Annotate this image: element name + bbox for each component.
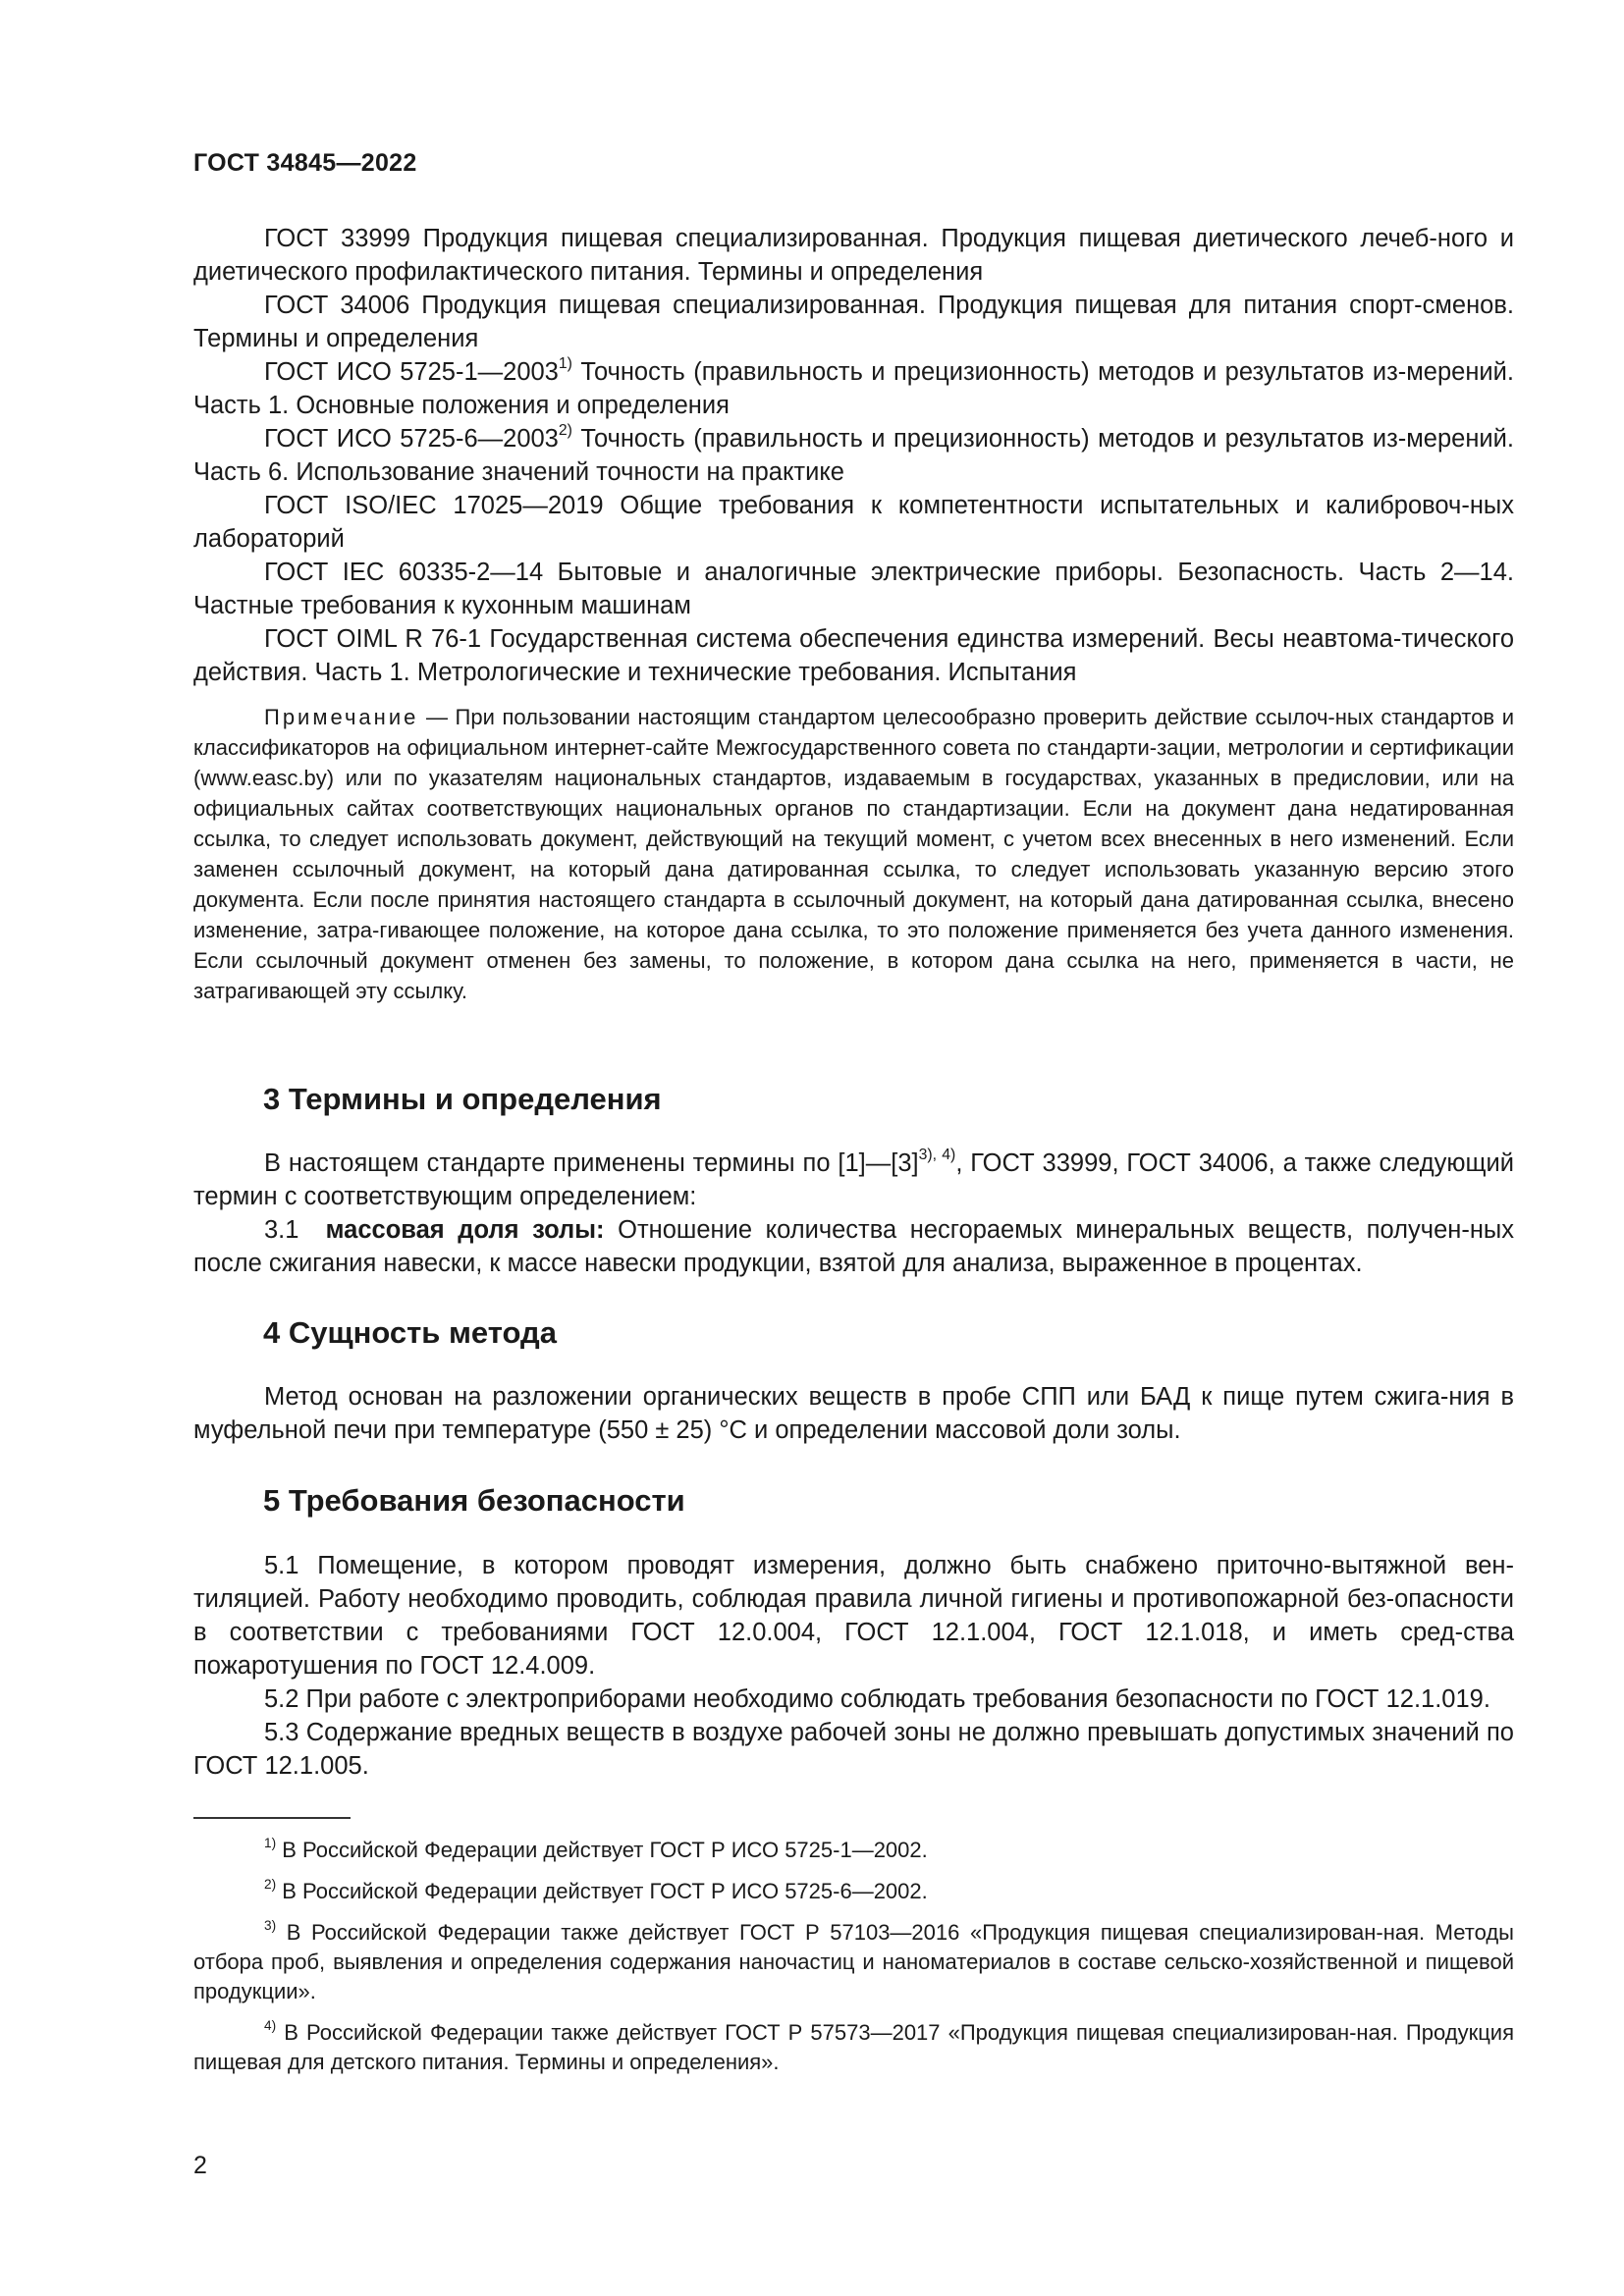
page-number: 2 [193, 2152, 207, 2179]
section-4-text: Метод основан на разложении органических веществ в пробе СПП или БАД к пище путем сжига-ния в муфельной печи при температуре (550 ± 25) °С и определении массовой доли золы. [193, 1383, 1514, 1444]
section-5-heading: 5 Требования безопасности [263, 1483, 685, 1518]
references-list [193, 222, 1514, 689]
reference-item: ГОСТ 33999 Продукция пищевая специализированная. Продукция пищевая диетического лечеб-ного и диетического профилактического питания. Термины и определения [193, 225, 1514, 286]
section-4-body [193, 1380, 1514, 1447]
section-3-heading: 3 Термины и определения [263, 1082, 662, 1116]
footnote-divider [193, 1817, 351, 1819]
clause-5-2: 5.2 При работе с электроприборами необходимо соблюдать требования безопасности по ГОСТ 12.1.019. [264, 1685, 1490, 1713]
footnote-1: $^{1)}$ В Российской Федерации действует ГОСТ Р ИСО 5725-1—2002. [264, 1835, 928, 1862]
note-paragraph: Примечание — При пользовании настоящим стандартом целесообразно проверить действие ссылоч-ных стандартов и классификаторов на официальном интернет-сайте Межгосударственного совета по стандарти-зации, метрологии и сертификации (www.easc.by) или по указателям национальных стандартов, издаваемым в государствах, указанных в предисловии, или на официальных сайтах соответствующих национальных органов по стандартизации. Если на документ дана недатированная ссылка, то следует использовать документ, действующий на текущий момент, с учетом всех внесенных в него изменений. Если заменен ссылочный документ, на который дана датированная ссылка, то следует использовать указанную версию этого документа. Если после принятия настоящего стандарта в ссылочный документ, на который дана датированная ссылка, внесено изменение, затра-гивающее положение, на которое дана ссылка, то это положение применяется без учета данного изменения. Если ссылочный документ отменен без замены, то положение, в котором дана ссылка на него, применяется в части, не затрагивающей эту ссылку. [193, 705, 1514, 1003]
note-label: Примечание [264, 705, 419, 729]
footnote-4: $^{4)}$ В Российской Федерации также действует ГОСТ Р 57573—2017 «Продукция пищевая специализирован-ная. Продукция пищевая для детского питания. Термины и определения». [193, 2017, 1514, 2074]
clause-5-3: 5.3 Содержание вредных веществ в воздухе рабочей зоны не должно превышать допустимых значений по ГОСТ 12.1.005. [193, 1719, 1514, 1780]
footnotes [193, 1836, 1514, 2089]
term-name: массовая доля золы: [325, 1216, 605, 1244]
reference-item: ГОСТ ISO/IEC 17025—2019 Общие требования к компетентности испытательных и калибровоч-ных лабораторий [193, 492, 1514, 553]
reference-item: ГОСТ IEC 60335-2—14 Бытовые и аналогичные электрические приборы. Безопасность. Часть 2—14. Частные требования к кухонным машинам [193, 559, 1514, 619]
term-definition: 3.1 массовая доля золы: Отношение количества несгораемых минеральных веществ, получен-ных после сжигания навески, к массе навески продукции, взятой для анализа, выраженное в процентах. [193, 1216, 1514, 1277]
reference-item: ГОСТ 34006 Продукция пищевая специализированная. Продукция пищевая для питания спорт-сменов. Термины и определения [193, 292, 1514, 352]
section-3-intro: В настоящем стандарте применены термины по $[1]—[3]^{3), 4)}$, ГОСТ 33999, ГОСТ 34006, а также следующий термин с соответствующим определением: [193, 1147, 1514, 1210]
footnote-3: $^{3)}$ В Российской Федерации также действует ГОСТ Р 57103—2016 «Продукция пищевая специализирован-ная. Методы отбора проб, выявления и определения содержания наночастиц и наноматериалов в составе сельско-хозяйственной и пищевой продукции». [193, 1917, 1514, 2003]
section-4-heading: 4 Сущность метода [263, 1315, 557, 1350]
reference-item: ГОСТ ИСО 5725-1—2003$^{1)}$ Точность (правильность и прецизионность) методов и результатов из-мерений. Часть 1. Основные положения и определения [193, 355, 1514, 419]
reference-item: ГОСТ OIML R 76-1 Государственная система обеспечения единства измерений. Весы неавтома-тического действия. Часть 1. Метрологические и технические требования. Испытания [193, 625, 1515, 686]
reference-item: ГОСТ ИСО 5725-6—2003$^{2)}$ Точность (правильность и прецизионность) методов и результатов из-мерений. Часть 6. Использование значений точности на практике [193, 422, 1514, 486]
section-5-body [193, 1549, 1514, 1783]
document-header: ГОСТ 34845—2022 [193, 149, 417, 177]
clause-5-1: 5.1 Помещение, в котором проводят измерения, должно быть снабжено приточно-вытяжной вен-тиляцией. Работу необходимо проводить, соблюдая правила личной гигиены и противопожарной без-опасности в соответствии с требованиями ГОСТ 12.0.004, ГОСТ 12.1.004, ГОСТ 12.1.018, и иметь сред-ства пожаротушения по ГОСТ 12.4.009. [193, 1552, 1514, 1680]
section-3-body [193, 1147, 1514, 1280]
footnote-2: $^{2)}$ В Российской Федерации действует ГОСТ Р ИСО 5725-6—2002. [264, 1876, 928, 1903]
